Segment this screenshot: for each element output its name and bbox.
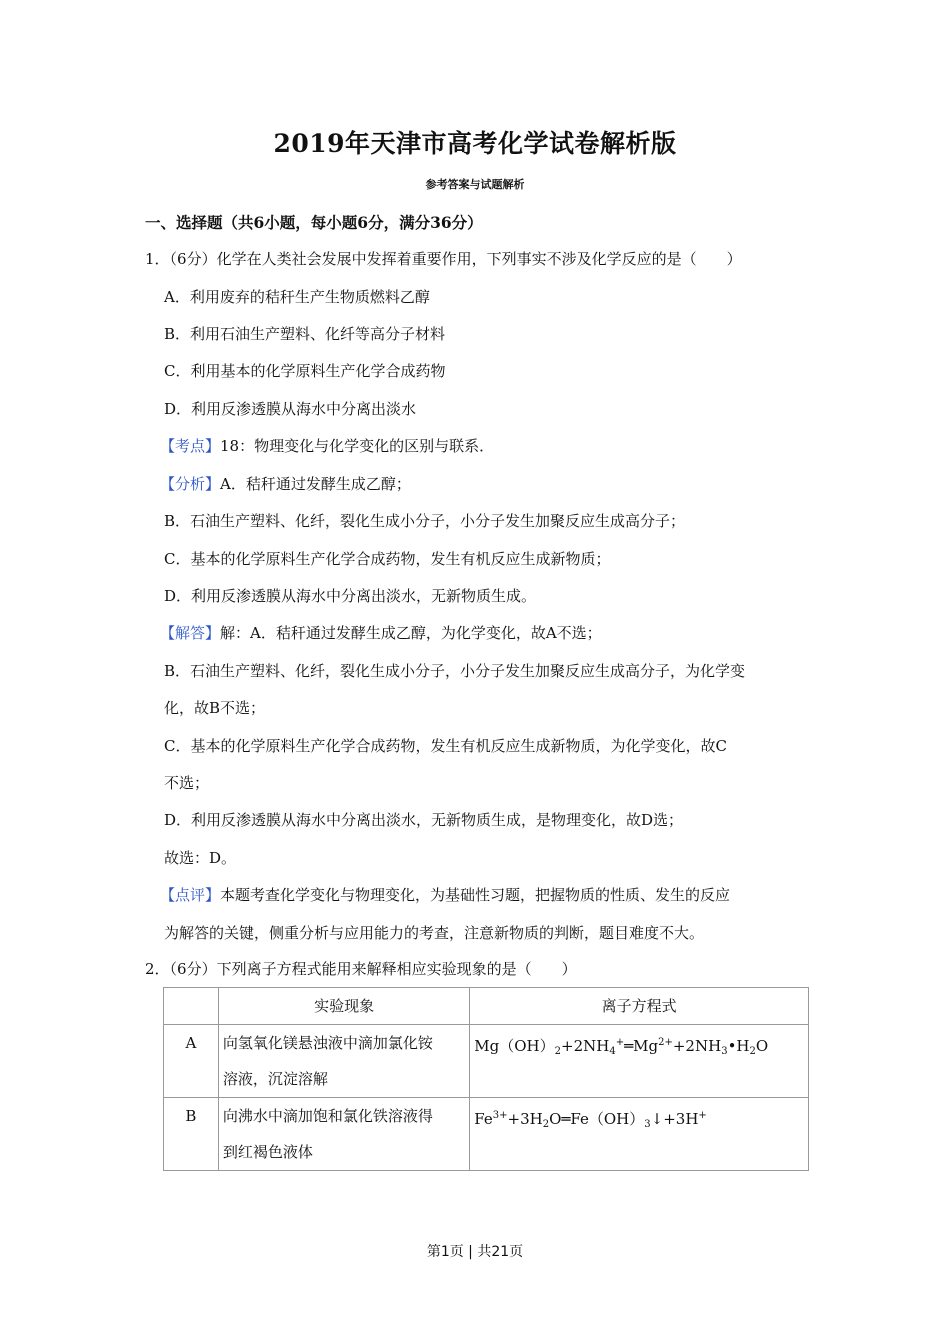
dianping-text-2: 为解答的关键，侧重分析与应用能力的考查，注意新物质的判断，题目难度不大。: [164, 924, 705, 942]
kaodian-tag: 【考点】: [160, 437, 221, 455]
fenxi-tag: 【分析】: [160, 475, 221, 493]
document-title: 2019年天津市高考化学试卷解析版: [273, 129, 677, 158]
jieda-text-6: D．利用反渗透膜从海水中分离出淡水，无新物质生成，是物理变化，故D选；: [164, 811, 684, 829]
kaodian-line: [160, 435, 494, 456]
phenomenon-line: 溶液，沉淀溶解: [222, 1070, 328, 1088]
table-row: [164, 1098, 809, 1171]
question-1-option-d: D．利用反渗透膜从海水中分离出淡水: [164, 400, 417, 418]
question-1-option-c: C．利用基本的化学原料生产化学合成药物: [164, 362, 446, 380]
equation-cell: [470, 1098, 809, 1171]
fenxi-text-a: A．秸秆通过发酵生成乙醇；: [220, 475, 411, 493]
table-header-row: [164, 988, 809, 1025]
fenxi-text-d: D．利用反渗透膜从海水中分离出淡水，无新物质生成。: [164, 587, 537, 605]
document-subtitle: 参考答案与试题解析: [425, 178, 525, 191]
jieda-text-4: C．基本的化学原料生产化学合成药物，发生有机反应生成新物质，为化学变化，故C: [164, 737, 727, 755]
dianping-line: [160, 884, 730, 905]
phenomenon-cell: [218, 1098, 469, 1171]
dianping-text-1: 本题考查化学变化与物理变化，为基础性习题，把握物质的性质、发生的反应: [220, 886, 731, 904]
dianping-tag: 【点评】: [160, 886, 221, 904]
question-1-option-a: A．利用废弃的秸秆生产生物质燃料乙醇: [164, 288, 430, 306]
jieda-text-1: 解：A．秸秆通过发酵生成乙醇，为化学变化，故A不选；: [220, 624, 602, 642]
table-header-cell: 实验现象: [218, 988, 469, 1025]
table-header-cell: [164, 988, 219, 1025]
question-1-option-b: B．利用石油生产塑料、化纤等高分子材料: [164, 325, 446, 343]
page-footer: 第1页 | 共21页: [426, 1244, 524, 1260]
jieda-line: [160, 622, 602, 643]
jieda-text-7: 故选：D。: [164, 849, 237, 867]
section-heading: 一、选择题（共6小题，每小题6分，满分36分）: [145, 213, 483, 232]
equation-b: $Fe^{3+}+3H_2O═Fe(OH)_3↓+3H^+$: [474, 1110, 707, 1130]
jieda-text-5: 不选；: [164, 774, 210, 792]
question-2-stem: 2．（6分）下列离子方程式能用来解释相应实验现象的是（ ）: [145, 960, 577, 978]
fenxi-text-c: C．基本的化学原料生产化学合成药物，发生有机反应生成新物质；: [164, 550, 611, 568]
question-1-stem: 1．（6分）化学在人类社会发展中发挥着重要作用，下列事实不涉及化学反应的是（ ）: [145, 250, 742, 268]
fenxi-text-b: B．石油生产塑料、化纤，裂化生成小分子，小分子发生加聚反应生成高分子；: [164, 512, 686, 530]
fenxi-line: [160, 473, 411, 494]
jieda-text-2: B．石油生产塑料、化纤，裂化生成小分子，小分子发生加聚反应生成高分子，为化学变: [164, 662, 746, 680]
phenomenon-cell: [218, 1025, 469, 1098]
jieda-text-3: 化，故B不选；: [164, 699, 266, 717]
equation-cell: [470, 1025, 809, 1098]
phenomenon-line: 向氢氧化镁悬浊液中滴加氯化铵: [222, 1034, 433, 1052]
jieda-tag: 【解答】: [160, 624, 221, 642]
question-2-table: [163, 987, 809, 1171]
phenomenon-line: 向沸水中滴加饱和氯化铁溶液得: [222, 1107, 433, 1125]
kaodian-text: 18：物理变化与化学变化的区别与联系．: [220, 437, 495, 455]
equation-a: $Mg(OH)_2+2NH_4^+═Mg^{2+}+2NH_3•H_2O$: [474, 1037, 769, 1057]
row-label: B: [164, 1098, 219, 1171]
row-label: A: [164, 1025, 219, 1098]
phenomenon-line: 到红褐色液体: [222, 1143, 313, 1161]
table-row: [164, 1025, 809, 1098]
table-header-cell: 离子方程式: [470, 988, 809, 1025]
